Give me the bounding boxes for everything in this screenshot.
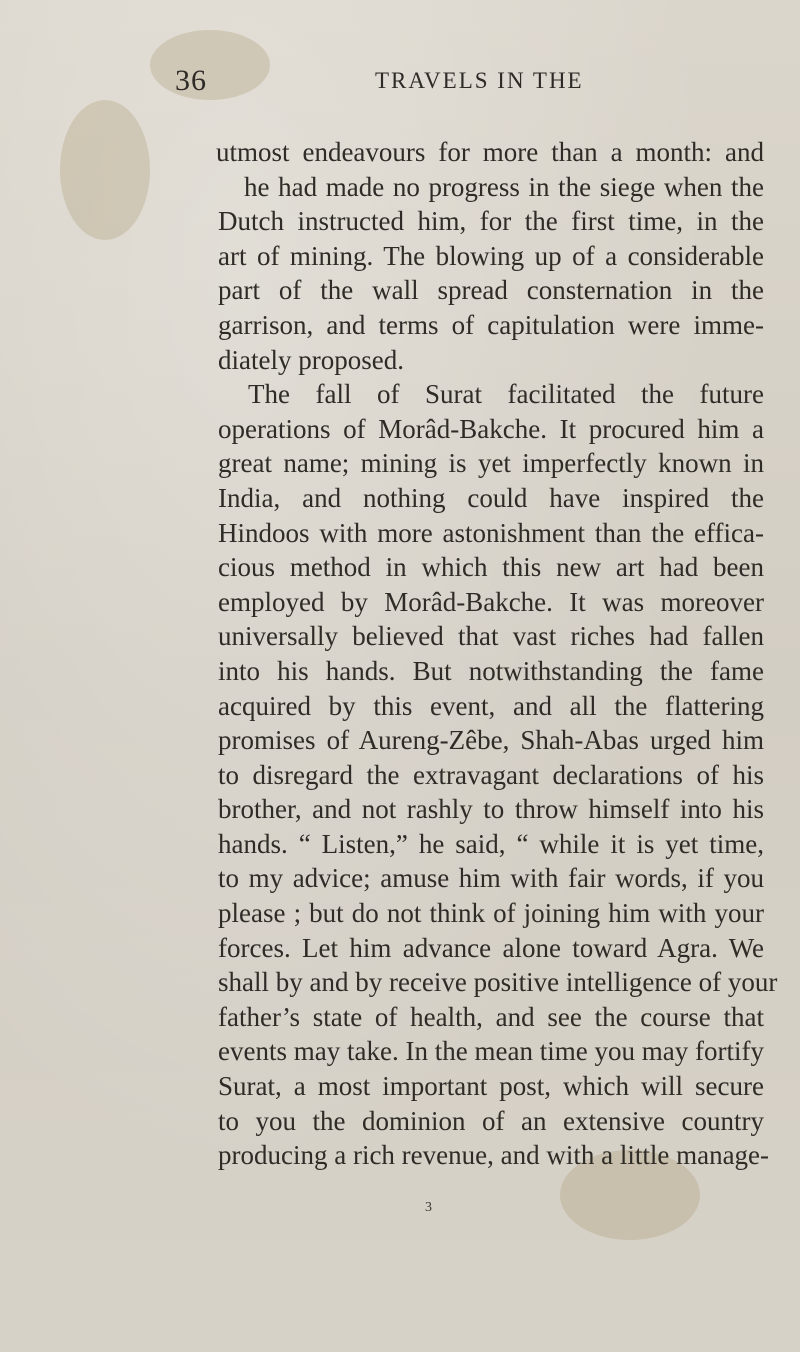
- foxing-stain: [60, 100, 150, 240]
- text-line: brother, and not rashly to throw himself into his: [218, 794, 764, 825]
- text-line: part of the wall spread consternation in the: [218, 275, 764, 306]
- text-line: please ; but do not think of joining him with your: [218, 898, 764, 929]
- text-line: into his hands. But notwithstanding the fame: [218, 655, 764, 686]
- text-line: to disregard the extravagant declarations of his: [218, 759, 764, 790]
- text-line: to my advice; amuse him with fair words, if you: [218, 863, 764, 894]
- text-line: art of mining. The blowing up of a considerable: [218, 240, 764, 271]
- body-text: [216, 135, 778, 1173]
- page-number: 36: [175, 64, 207, 97]
- text-line: he had made no progress in the siege when the: [244, 171, 764, 202]
- text-line: Surat, a most important post, which will secure: [218, 1071, 764, 1102]
- running-head: TRAVELS IN THE: [375, 68, 584, 93]
- text-line: acquired by this event, and all the flattering: [218, 690, 764, 721]
- text-line: producing a rich revenue, and with a little manage-: [218, 1140, 770, 1171]
- text-line: to you the dominion of an extensive country: [218, 1105, 764, 1136]
- text-line: promises of Aureng-Zêbe, Shah-Abas urged him: [218, 725, 764, 756]
- text-line: diately proposed.: [218, 344, 404, 375]
- text-line: operations of Morâd-Bakche. It procured him a: [218, 413, 764, 444]
- page-header: [175, 64, 775, 104]
- text-line: events may take. In the mean time you may fortify: [218, 1036, 764, 1067]
- text-line: forces. Let him advance alone toward Agra. We: [218, 932, 764, 963]
- text-line: Hindoos with more astonishment than the effica-: [218, 517, 764, 548]
- signature-mark: 3: [425, 1200, 432, 1215]
- text-line: great name; mining is yet imperfectly known in: [218, 448, 764, 479]
- text-line: utmost endeavours for more than a month: and: [216, 137, 764, 167]
- text-line: hands. “ Listen,” he said, “ while it is yet time,: [218, 828, 764, 859]
- text-line: cious method in which this new art had been: [218, 552, 764, 583]
- text-line: India, and nothing could have inspired the: [218, 482, 764, 513]
- text-line: shall by and by receive positive intelligence of your: [218, 967, 778, 998]
- text-line: universally believed that vast riches had fallen: [218, 621, 764, 652]
- text-line: father’s state of health, and see the course that: [218, 1001, 764, 1032]
- text-line: Dutch instructed him, for the first time, in the: [218, 206, 764, 237]
- text-line: employed by Morâd-Bakche. It was moreover: [218, 586, 764, 617]
- text-line: garrison, and terms of capitulation were imme-: [218, 309, 764, 340]
- text-line: The fall of Surat facilitated the future: [248, 379, 764, 410]
